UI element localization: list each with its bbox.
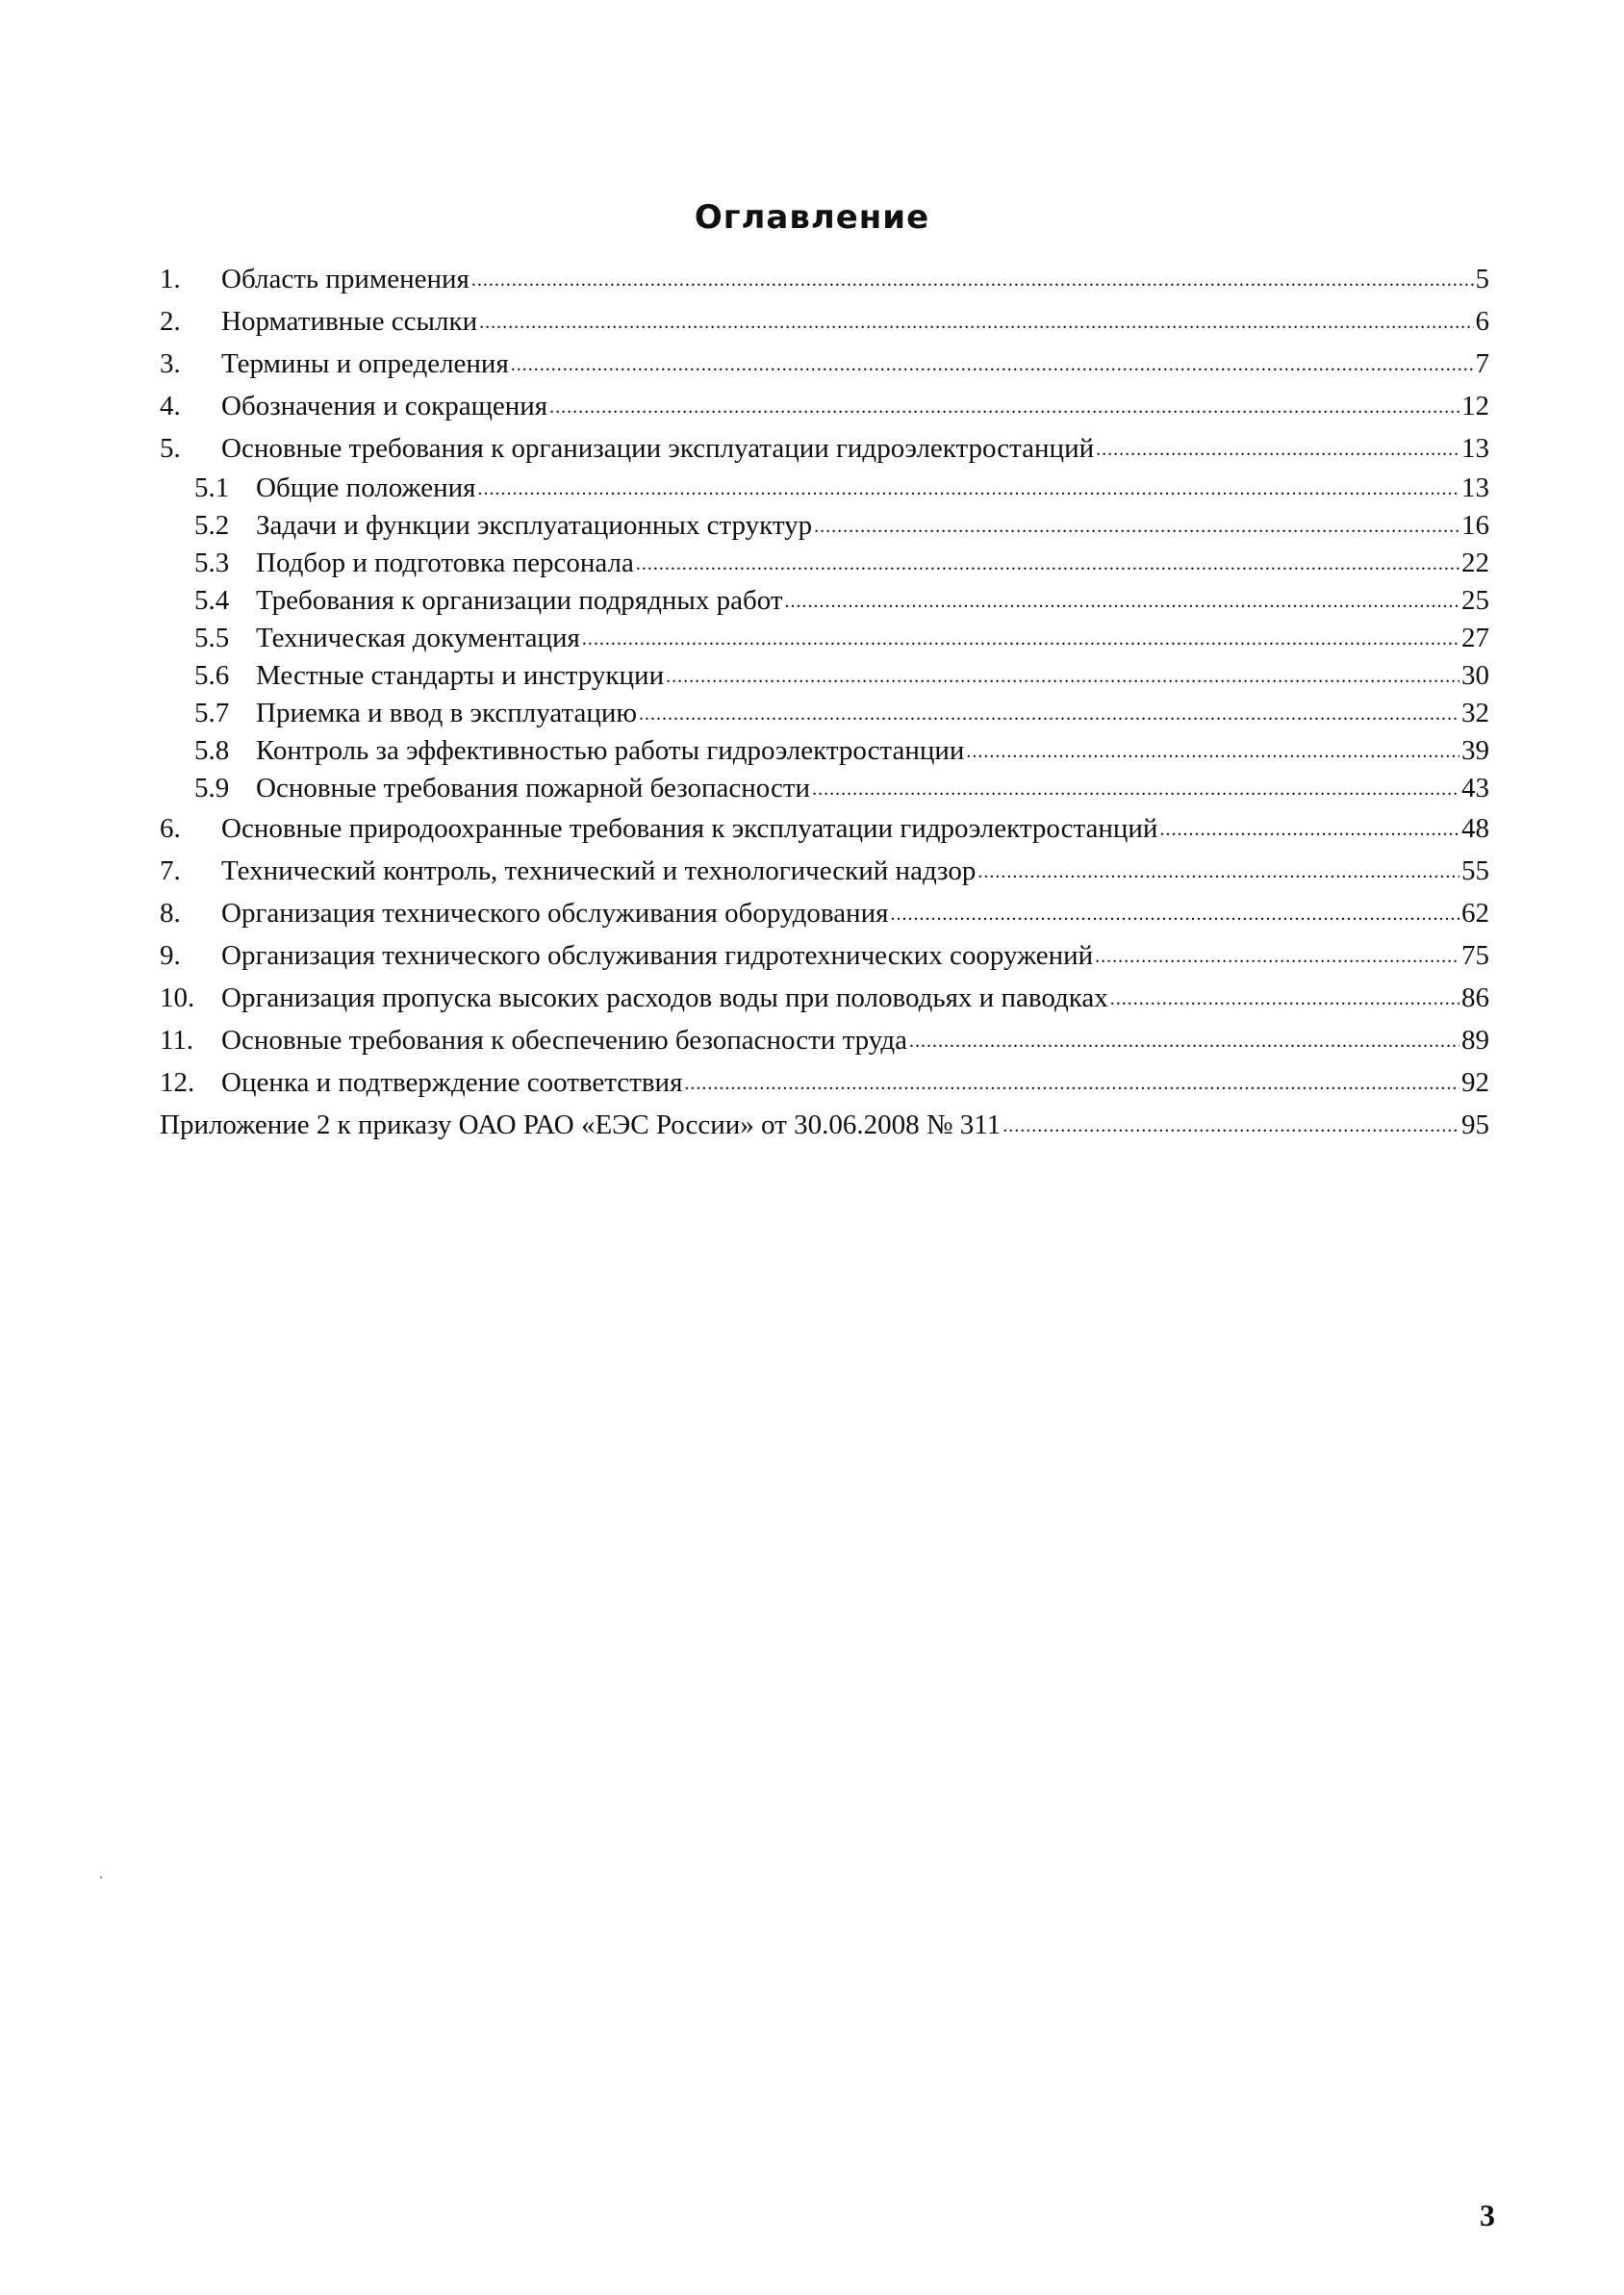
- toc-entry[interactable]: [160, 300, 1489, 343]
- toc-entry-label: Организация технического обслуживания оборудования: [221, 898, 889, 929]
- toc-entry-number: 5.6: [194, 660, 230, 691]
- toc-appendix-entry[interactable]: [160, 1104, 1489, 1146]
- toc-entry-page: 32: [1461, 698, 1489, 728]
- toc-subentry[interactable]: [160, 732, 1489, 770]
- toc-entry-page: 75: [1461, 940, 1489, 971]
- toc-entry-number: 2.: [160, 306, 181, 337]
- toc-entry-page: 22: [1461, 548, 1489, 578]
- toc-entry-number: 5.9: [194, 773, 230, 803]
- toc-entry-page: 27: [1461, 623, 1489, 653]
- dot-leader: [1096, 425, 1459, 471]
- toc-entry-label: Организация технического обслуживания гидротехнических сооружений: [221, 940, 1094, 971]
- toc-entry-label: Требования к организации подрядных работ: [256, 585, 783, 616]
- toc-subentry[interactable]: [160, 770, 1489, 807]
- dot-leader: [785, 580, 1459, 621]
- toc-subentry[interactable]: [160, 507, 1489, 545]
- toc-entry[interactable]: [160, 258, 1489, 300]
- toc-entry[interactable]: [160, 385, 1489, 427]
- toc-entry-label: Общие положения: [256, 472, 476, 503]
- scan-artifact: [100, 1876, 102, 1878]
- toc-entry-number: 8.: [160, 898, 181, 929]
- dot-leader: [909, 1017, 1459, 1062]
- toc-entry-page: 13: [1461, 472, 1489, 503]
- dot-leader: [511, 341, 1474, 386]
- toc-subentry[interactable]: [160, 470, 1489, 507]
- toc-subentry[interactable]: [160, 545, 1489, 582]
- toc-entry-label: Подбор и подготовка персонала: [256, 548, 634, 578]
- toc-entry-page: 92: [1461, 1067, 1489, 1098]
- toc-entry-number: 5.4: [194, 585, 230, 616]
- toc-entry[interactable]: [160, 1061, 1489, 1104]
- toc-entry-label: Технический контроль, технический и технологический надзор: [221, 855, 977, 886]
- toc-entry-page: 39: [1461, 735, 1489, 766]
- toc-entry-number: 5.3: [194, 548, 230, 578]
- toc-entry[interactable]: [160, 343, 1489, 385]
- dot-leader: [477, 468, 1459, 508]
- toc-entry-number: 12.: [160, 1067, 195, 1098]
- toc-entry[interactable]: [160, 892, 1489, 934]
- toc-entry-label: Местные стандарты и инструкции: [256, 660, 665, 691]
- toc-entry-label: Основные требования к организации эксплуатации гидроэлектростанций: [221, 433, 1095, 464]
- toc-entry-label: Обозначения и сокращения: [221, 391, 548, 421]
- toc-entry-number: 9.: [160, 940, 181, 971]
- page-number: 3: [1480, 2198, 1495, 2232]
- dot-leader: [549, 383, 1459, 428]
- toc-entry-page: 7: [1475, 348, 1489, 379]
- dot-leader: [636, 543, 1459, 583]
- toc-entry-page: 13: [1461, 433, 1489, 464]
- dot-leader: [666, 655, 1459, 696]
- toc-entry-label: Оценка и подтверждение соответствия: [221, 1067, 683, 1098]
- toc-entry[interactable]: [160, 934, 1489, 977]
- toc-entry-number: 5.8: [194, 735, 230, 766]
- toc-entry-number: 5.7: [194, 698, 230, 728]
- toc-entry[interactable]: [160, 807, 1489, 850]
- toc-entry-label: Приложение 2 к приказу ОАО РАО «ЕЭС России» от 30.06.2008 № 311: [160, 1109, 1002, 1140]
- dot-leader: [1159, 805, 1459, 851]
- toc-entry-label: Техническая документация: [256, 623, 580, 653]
- dot-leader: [812, 768, 1459, 808]
- toc-subentry[interactable]: [160, 582, 1489, 620]
- toc-entry-number: 5.5: [194, 623, 230, 653]
- toc-entry-number: 4.: [160, 391, 181, 421]
- toc-entry-number: 3.: [160, 348, 181, 379]
- toc-subentry[interactable]: [160, 620, 1489, 657]
- dot-leader: [582, 618, 1459, 658]
- toc-entry-page: 12: [1461, 391, 1489, 421]
- table-of-contents: [160, 258, 1489, 1146]
- toc-entry-label: Основные требования к обеспечению безопасности труда: [221, 1025, 908, 1056]
- toc-title: Оглавление: [694, 198, 930, 237]
- toc-entry-label: Основные требования пожарной безопасности: [256, 773, 811, 803]
- toc-entry-number: 7.: [160, 855, 181, 886]
- toc-entry-label: Организация пропуска высоких расходов воды при половодьях и паводках: [221, 982, 1108, 1013]
- dot-leader: [1110, 975, 1459, 1020]
- toc-entry-number: 5.: [160, 433, 181, 464]
- toc-entry-page: 62: [1461, 898, 1489, 929]
- toc-entry[interactable]: [160, 427, 1489, 470]
- toc-entry-page: 25: [1461, 585, 1489, 616]
- toc-entry-page: 86: [1461, 982, 1489, 1013]
- toc-entry-number: 11.: [160, 1025, 194, 1056]
- toc-entry-label: Задачи и функции эксплуатационных структур: [256, 510, 813, 541]
- dot-leader: [1002, 1102, 1459, 1147]
- toc-entry-number: 5.2: [194, 510, 230, 541]
- toc-entry-label: Основные природоохранные требования к эксплуатации гидроэлектростанций: [221, 813, 1158, 844]
- toc-entry-number: 1.: [160, 264, 181, 294]
- toc-entry-page: 55: [1461, 855, 1489, 886]
- toc-entry-page: 30: [1461, 660, 1489, 691]
- toc-entry-page: 89: [1461, 1025, 1489, 1056]
- toc-entry-number: 5.1: [194, 472, 230, 503]
- dot-leader: [814, 505, 1459, 546]
- toc-entry-number: 10.: [160, 982, 195, 1013]
- dot-leader: [1095, 932, 1459, 978]
- toc-entry-label: Нормативные ссылки: [221, 306, 478, 337]
- toc-entry-label: Термины и определения: [221, 348, 509, 379]
- dot-leader: [639, 693, 1459, 733]
- toc-entry-label: Область применения: [221, 264, 469, 294]
- toc-entry[interactable]: [160, 1019, 1489, 1061]
- dot-leader: [966, 730, 1459, 771]
- toc-entry-label: Приемка и ввод в эксплуатацию: [256, 698, 638, 728]
- dot-leader: [977, 848, 1459, 893]
- toc-entry[interactable]: [160, 850, 1489, 892]
- dot-leader: [471, 256, 1474, 301]
- dot-leader: [479, 298, 1473, 344]
- toc-entry[interactable]: [160, 977, 1489, 1019]
- toc-entry-page: 16: [1461, 510, 1489, 541]
- toc-entry-page: 5: [1475, 264, 1489, 294]
- toc-entry-page: 43: [1461, 773, 1489, 803]
- toc-entry-number: 6.: [160, 813, 181, 844]
- toc-entry-page: 48: [1461, 813, 1489, 844]
- toc-entry-page: 6: [1475, 306, 1489, 337]
- toc-entry-label: Контроль за эффективностью работы гидроэлектростанции: [256, 735, 965, 766]
- toc-subentry[interactable]: [160, 695, 1489, 732]
- dot-leader: [890, 890, 1459, 935]
- dot-leader: [684, 1059, 1459, 1105]
- toc-subentry[interactable]: [160, 657, 1489, 695]
- toc-entry-page: 95: [1461, 1109, 1489, 1140]
